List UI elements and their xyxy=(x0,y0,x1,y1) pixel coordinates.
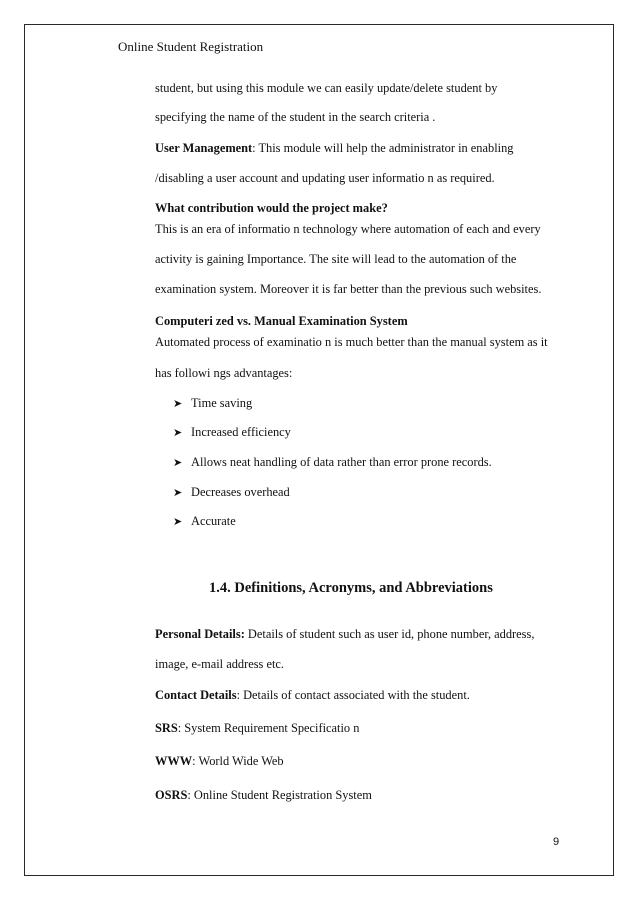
arrow-bullet-icon: ➤ xyxy=(173,515,183,528)
subheading-text: Computeri zed vs. Manual Examination System xyxy=(155,314,408,328)
subheading-text: What contribution would the project make? xyxy=(155,201,388,215)
bullet-item xyxy=(173,514,236,529)
bullet-text: Decreases overhead xyxy=(191,485,290,499)
definition-term: Contact Details xyxy=(155,688,237,702)
body-line xyxy=(155,81,497,96)
bullet-text: Time saving xyxy=(191,396,253,410)
running-header: Online Student Registration xyxy=(118,39,264,54)
subheading xyxy=(155,201,388,216)
arrow-bullet-icon: ➤ xyxy=(173,426,183,439)
body-line xyxy=(155,141,513,156)
definition-line xyxy=(155,788,372,803)
arrow-bullet-icon: ➤ xyxy=(173,397,183,410)
bullet-text: Allows neat handling of data rather than error prone records. xyxy=(191,455,492,469)
definition-line xyxy=(155,688,470,703)
page-number: 9 xyxy=(553,836,560,848)
body-line xyxy=(155,252,516,267)
bullet-item xyxy=(173,455,492,470)
definition-line xyxy=(155,754,284,769)
definition-term: OSRS xyxy=(155,788,188,802)
definition-line xyxy=(155,721,359,736)
body-line-text: student, but using this module we can easily update/delete student by xyxy=(155,81,498,95)
definition-text: Details of student such as user id, phone number, address, xyxy=(244,627,535,641)
definition-line xyxy=(155,627,534,642)
bullet-item xyxy=(173,485,290,500)
body-line xyxy=(155,335,548,350)
bullet-item xyxy=(173,396,252,411)
definition-term: WWW xyxy=(155,754,193,768)
bullet-text: Increased efficiency xyxy=(191,425,291,439)
body-line-text: specifying the name of the student in the search criteria . xyxy=(155,110,436,124)
body-line xyxy=(155,282,541,297)
definition-text: : System Requirement Specificatio n xyxy=(177,721,360,735)
body-line-text: /disabling a user account and updating user informatio n as required. xyxy=(155,171,495,185)
definition-term: SRS xyxy=(155,721,178,735)
subheading xyxy=(155,314,408,329)
body-line xyxy=(155,110,435,125)
definition-line xyxy=(155,657,284,672)
bullet-text: Accurate xyxy=(191,514,236,528)
body-line-text: This is an era of informatio n technology where automation of each and every xyxy=(155,222,541,236)
body-line xyxy=(155,366,292,381)
bullet-item xyxy=(173,425,291,440)
definition-text: : Online Student Registration System xyxy=(187,788,372,802)
body-line xyxy=(155,171,495,186)
body-line-bold: User Management xyxy=(155,141,253,155)
body-line-text: has followi ngs advantages: xyxy=(155,366,293,380)
definition-term: Personal Details: xyxy=(155,627,245,641)
definition-text: image, e-mail address etc. xyxy=(155,657,285,671)
body-line-text: : This module will help the administrator in enabling xyxy=(252,141,514,155)
body-line-text: Automated process of examinatio n is much better than the manual system as it xyxy=(155,335,548,349)
arrow-bullet-icon: ➤ xyxy=(173,456,183,469)
body-line xyxy=(155,222,541,237)
body-line-text: examination system. Moreover it is far better than the previous such websites. xyxy=(155,282,542,296)
definition-text: : World Wide Web xyxy=(192,754,284,768)
arrow-bullet-icon: ➤ xyxy=(173,486,183,499)
definition-text: : Details of contact associated with the student. xyxy=(236,688,470,702)
section-heading: 1.4. Definitions, Acronyms, and Abbreviations xyxy=(209,580,493,596)
body-line-text: activity is gaining Importance. The site will lead to the automation of the xyxy=(155,252,517,266)
